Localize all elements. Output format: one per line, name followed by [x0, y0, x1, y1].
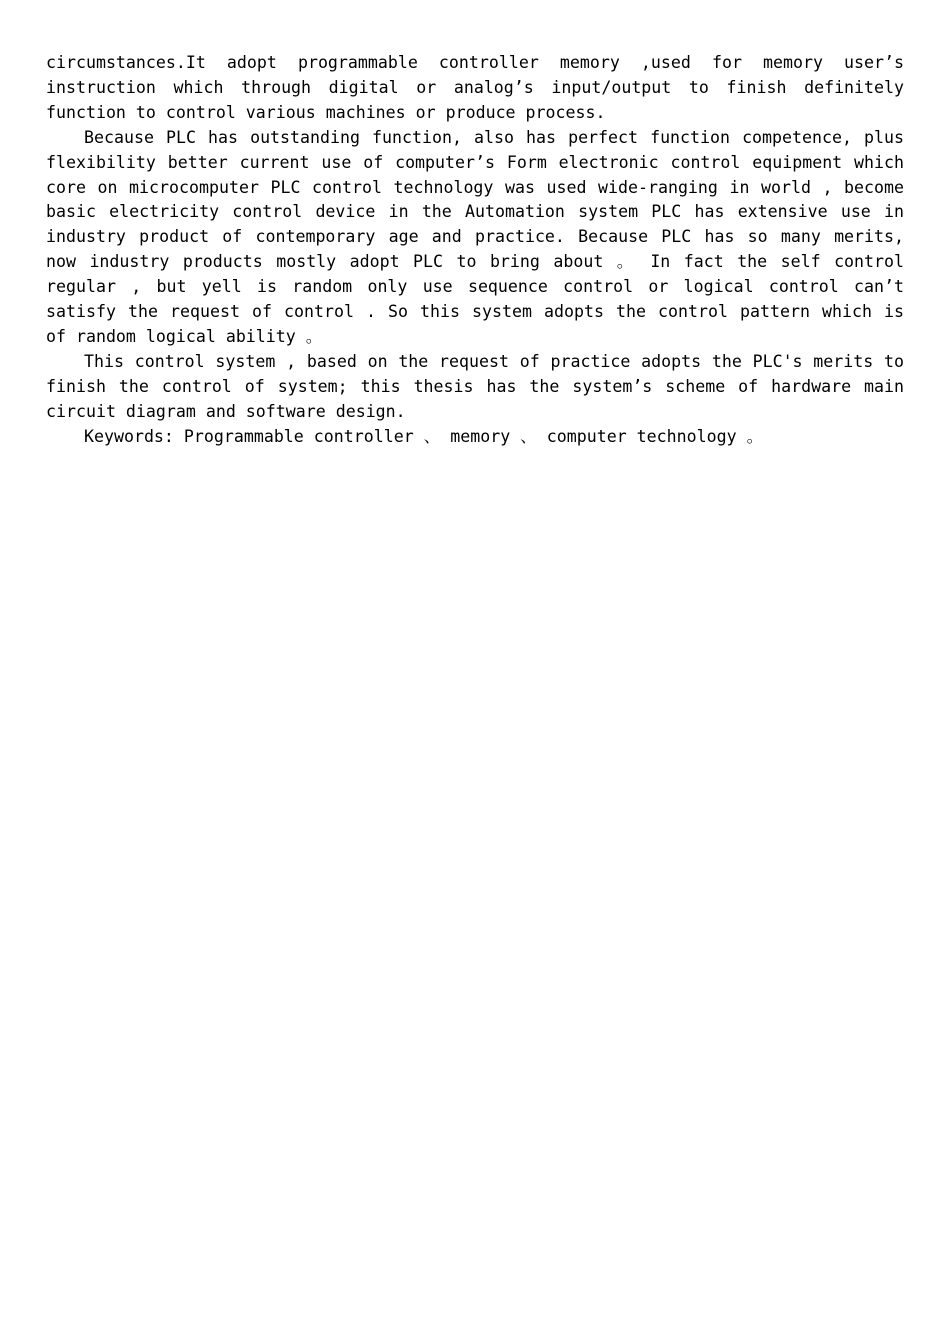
keywords-line: Keywords: Programmable controller 、 memory 、 computer technology 。 [84, 426, 764, 446]
paragraph-plc-function: Because PLC has outstanding function, also has perfect function competence, plus flexibility better current use of computer’s Form electronic control equipment which core on microcomputer PLC control technology was used wide-ranging in world , become basic electricity control device in the Automation system PLC has extensive use in industry product of contemporary age and practice. Because PLC has so many merits, now industry products mostly adopt PLC to bring about 。 In fact the self control regular , but yell is random only use sequence control or logical control can’t satisfy the request of control . So this system adopts the control pattern which is of random logical ability 。 [46, 127, 904, 346]
paragraph-continuation: circumstances.It adopt programmable controller memory ,used for memory user’s instruction which through digital or analog’s input/output to finish definitely function to control various machines or produce process. [46, 53, 904, 122]
paragraph-control-system: This control system , based on the request of practice adopts the PLC's merits to finish the control of system; this thesis has the system’s scheme of hardware main circuit diagram and software design. [46, 351, 904, 421]
document-body [46, 51, 904, 450]
